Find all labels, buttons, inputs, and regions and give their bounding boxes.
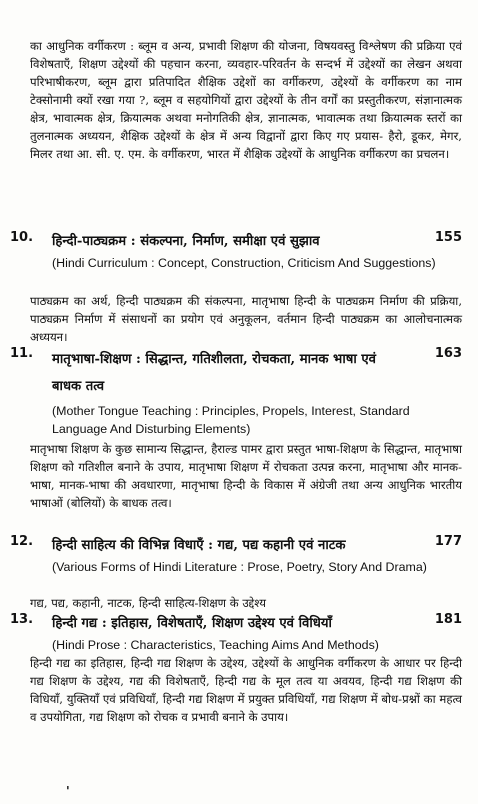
entry-english-title: (Hindi Curriculum : Concept, Construction, Criticism And Suggestions) <box>52 256 436 270</box>
entry-title: हिन्दी साहित्य की विभिन्न विधाएँ : गद्य, पद्य कहानी एवं नाटक <box>52 538 346 553</box>
entry-title: हिन्दी-पाठ्यक्रम : संकल्पना, निर्माण, समीक्षा एवं सुझाव <box>52 234 320 249</box>
entry-title: हिन्दी गद्य : इतिहास, विशेषताएँ, शिक्षण उद्देश्य एवं विधियाँ <box>52 616 332 631</box>
entry-number: 12. <box>10 534 34 549</box>
intro-paragraph: का आधुनिक वर्गीकरण : ब्लूम व अन्य, प्रभावी शिक्षण की योजना, विषयवस्तु विश्लेषण की प्रक्रिया एवं विशेषताएँ, शिक्षण उद्देश्यों की पहचान करना, व्यवहार-परिवर्तन के सन्दर्भ में उद्देश्यों का लेखन अथवा परिभाषीकरण, ब्लूम द्वारा प्रतिपादित शैक्षिक उद्देशों का वर्गीकरण, उद्देश्यों के वर्गीकरण का नाम टेक्सोनामी क्यों रखा गया ?, ब्लूम व सहयोगियों द्वारा उद्देश्यों के तीन वर्गों का प्रस्तुतीकरण, संज्ञानात्मक क्षेत्र, भावात्मक क्षेत्र, क्रियात्मक अथवा मनोगतिकी क्षेत्र, ज्ञानात्मक, भावात्मक तथा क्रियात्मक स्तरों का तुलनात्मक अध्ययन, शैक्षिक उद्देश्यों के क्षेत्र में अन्य विद्वानों द्वारा किए गए प्रयास- हैरो, डूकर, मेगर, मिलर तथा आ. सी. ए. एम. के वर्गीकरण, भारत में शैक्षिक उद्देश्यों के आधुनिक वर्गीकरण का प्रचलन। <box>30 39 462 161</box>
entry-page-number: 155 <box>434 230 462 245</box>
entry-page-number: 163 <box>434 346 462 361</box>
entry-number: 13. <box>10 612 34 627</box>
entry-page-number: 181 <box>434 612 462 627</box>
entry-description: मातृभाषा शिक्षण के कुछ सामान्य सिद्धान्त, हैराल्ड पामर द्वारा प्रस्तुत भाषा-शिक्षण के सिद्धान्त, मातृभाषा शिक्षण को गतिशील बनाने के उपाय, मातृभाषा शिक्षण में रोचकता उत्पन्न करना, मातृभाषा और मानक-भाषा, मानक-भाषा की अवधारणा, मातृभाषा हिन्दी के विकास में अंग्रेजी तथा अन्य आधुनिक भारतीय भाषाओं (बोलियों) के बाधक तत्व। <box>30 442 462 510</box>
entry-number: 11. <box>10 346 34 361</box>
entry-english-title: (Mother Tongue Teaching : Principles, Propels, Interest, Standard Language And Disturbing Elements) <box>52 404 410 436</box>
entry-number: 10. <box>10 230 34 245</box>
entry-english-title: (Hindi Prose : Characteristics, Teaching Aims And Methods) <box>52 638 379 652</box>
entry-description: गद्य, पद्य, कहानी, नाटक, हिन्दी साहित्य-शिक्षण के उद्देश्य <box>30 596 266 610</box>
entry-page-number: 177 <box>434 534 462 549</box>
footer-mark: ' <box>66 784 70 798</box>
entry-english-title: (Various Forms of Hindi Literature : Prose, Poetry, Story And Drama) <box>52 560 427 574</box>
entry-description: हिन्दी गद्य का इतिहास, हिन्दी गद्य शिक्षण के उद्देश्य, उद्देश्यों के आधुनिक वर्गीकरण के आधार पर हिन्दी गद्य शिक्षण के उद्देश्य, गद्य की विशेषताएँ, हिन्दी गद्य के मूल तत्व या अवयव, हिन्दी गद्य शिक्षण की विधियाँ, युक्तियाँ एवं प्रविधियाँ, हिन्दी गद्य शिक्षण में प्रयुक्त प्रविधियाँ, गद्य शिक्षण में बोध-प्रश्नों का महत्व व उपयोगिता, गद्य शिक्षण को रोचक व प्रभावी बनाने के उपाय। <box>30 656 462 724</box>
entry-title: मातृभाषा-शिक्षण : सिद्धान्त, गतिशीलता, रोचकता, मानक भाषा एवं बाधक तत्व <box>52 352 376 394</box>
entry-description: पाठ्यक्रम का अर्थ, हिन्दी पाठ्यक्रम की संकल्पना, मातृभाषा हिन्दी के पाठ्यक्रम निर्माण की प्रक्रिया, पाठ्यक्रम निर्माण में संसाधनों का प्रयोग एवं अनुकूलन, वर्तमान हिन्दी पाठ्यक्रम का आलोचनात्मक अध्ययन। <box>30 294 462 344</box>
